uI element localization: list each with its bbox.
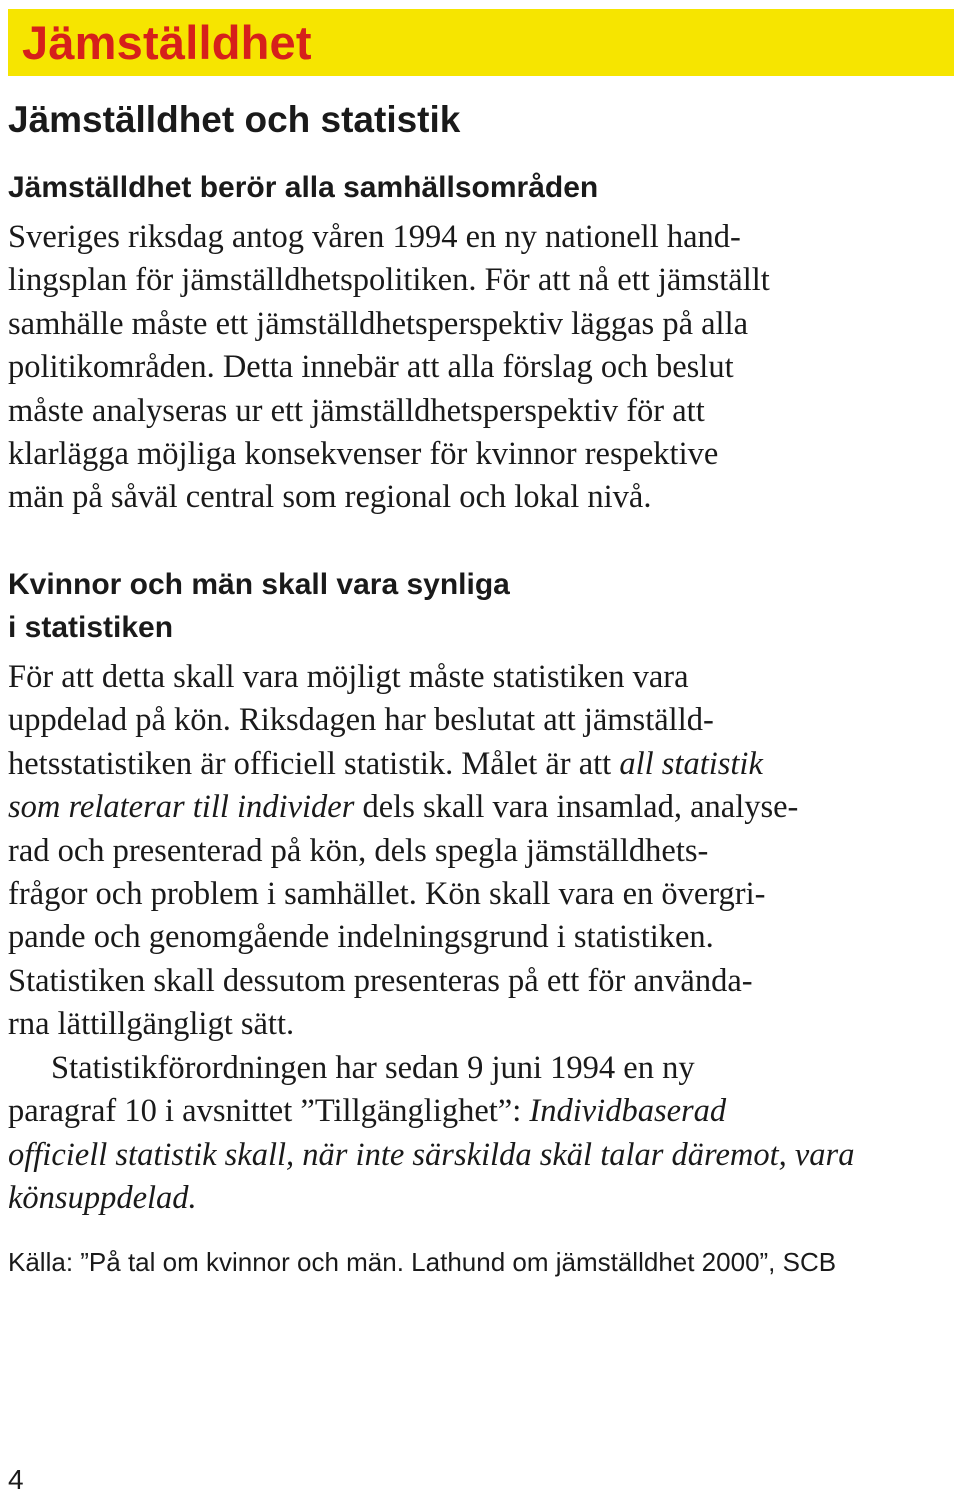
section2-heading-line: Kvinnor och män skall vara synliga [8, 568, 510, 601]
paragraph-line: lingsplan för jämställdhetspolitiken. För att nå ett jämställt [8, 262, 770, 299]
paragraph-line: klarlägga möjliga konsekvenser för kvinnor respektive [8, 436, 719, 473]
paragraph-line [8, 1134, 958, 1177]
paragraph-line: rad och presenterad på kön, dels spegla jämställdhets- [8, 832, 709, 869]
section2-heading [8, 563, 510, 649]
italic-text: all statistik [619, 745, 763, 782]
paragraph-line: uppdelad på kön. Riksdagen har beslutat att jämställd- [8, 702, 714, 739]
italic-text: könsuppdelad. [8, 1180, 197, 1217]
banner-title: Jämställdhet [22, 16, 312, 69]
section2-paragraph-2 [8, 1047, 958, 1221]
section2-heading-line: i statistiken [8, 611, 174, 644]
source-citation: Källa: ”På tal om kvinnor och män. Lathund om jämställdhet 2000”, SCB [8, 1247, 837, 1277]
italic-text: som relaterar till individer [8, 789, 355, 826]
italic-text: Individbaserad [529, 1093, 727, 1130]
paragraph-line: rna lättillgängligt sätt. [8, 1006, 295, 1043]
paragraph-line: För att detta skall vara möjligt måste statistiken vara [8, 659, 689, 695]
paragraph-line: samhälle måste ett jämställdhetsperspektiv läggas på alla [8, 305, 749, 342]
paragraph-line: måste analyseras ur ett jämställdhetsperspektiv för att [8, 392, 705, 429]
italic-text: officiell statistik skall, när inte särskilda skäl talar däremot, vara [8, 1136, 855, 1173]
paragraph-line [8, 1177, 958, 1220]
paragraph-line: politikområden. Detta innebär att alla förslag och beslut [8, 349, 734, 386]
paragraph-line [8, 1090, 958, 1133]
section1-paragraph [8, 216, 958, 520]
title-banner [8, 9, 954, 76]
section2-paragraph-1 [8, 656, 958, 1047]
paragraph-line: Statistiken skall dessutom presenteras på ett för använda- [8, 962, 753, 999]
section1-heading: Jämställdhet berör alla samhällsområden [8, 171, 599, 204]
paragraph-line [8, 786, 958, 829]
text-run: dels skall vara insamlad, analyse- [354, 789, 799, 826]
text-run: hetsstatistiken är officiell statistik. Målet är att [8, 745, 620, 782]
paragraph-line: pande och genomgående indelningsgrund i statistiken. [8, 919, 714, 956]
paragraph-line [8, 743, 958, 786]
paragraph-line: män på såväl central som regional och lokal nivå. [8, 479, 652, 516]
paragraph-line: frågor och problem i samhället. Kön skall vara en övergri- [8, 876, 766, 913]
page-number: 4 [8, 1464, 24, 1495]
paragraph-line: Sveriges riksdag antog våren 1994 en ny nationell hand- [8, 219, 741, 255]
text-run: paragraf 10 i avsnittet ”Tillgänglighet”: [8, 1093, 530, 1130]
page-heading: Jämställdhet och statistik [8, 99, 461, 140]
paragraph-line: Statistikförordningen har sedan 9 juni 1994 en ny [51, 1050, 695, 1086]
